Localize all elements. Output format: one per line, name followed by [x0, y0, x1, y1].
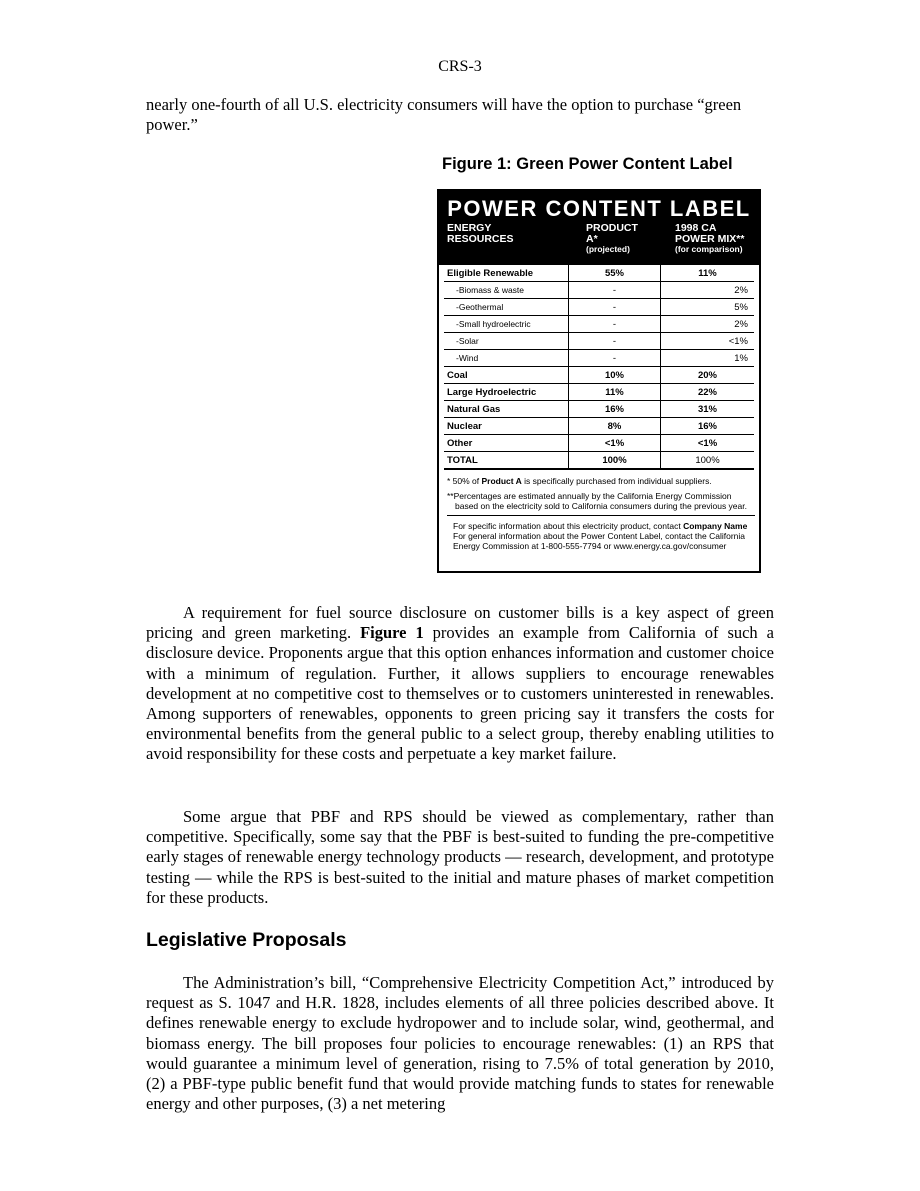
resource-name: Other: [444, 435, 569, 452]
page-header: CRS-3: [438, 58, 482, 75]
resource-name: TOTAL: [444, 452, 569, 470]
section-heading: Legislative Proposals: [146, 929, 347, 951]
product-value: 55%: [569, 265, 661, 282]
resource-name: Coal: [444, 367, 569, 384]
table-row: [444, 350, 754, 367]
mix-value: 20%: [661, 367, 755, 384]
label-table: [444, 265, 754, 470]
figure-reference: Figure 1: [360, 623, 424, 643]
mix-value: 11%: [661, 265, 755, 282]
product-value: -: [569, 282, 661, 299]
column-header-line: A*: [586, 232, 598, 245]
table-row: [444, 435, 754, 452]
mix-value: <1%: [661, 435, 755, 452]
mix-value: 31%: [661, 401, 755, 418]
paragraph-administration-bill: The Administration’s bill, “Comprehensive Electricity Competition Act,” introduced by request as S. 1047 and H.R. 1828, includes elements of all three policies described above. It defines renewable energy to exclude hydropower and to include solar, wind, geothermal, and biomass energy. The bill proposes four policies to encourage renewables: (1) an RPS that would guarantee a minimum level of generation, rising to 7.5% of total generation by 2010, (2) a PBF-type public benefit fund that would provide matching funds to states for renewable energy and other purposes, (3) a net metering: [146, 973, 774, 1114]
paragraph-pbf-rps: Some argue that PBF and RPS should be viewed as complementary, rather than competitive. Specifically, some say that the PBF is best-suited to funding the pre-competitive early stages of renewable energy technology products — research, development, and prototype testing — while the RPS is best-suited to the initial and mature phases of market competition for these products.: [146, 807, 774, 907]
mix-value: 5%: [661, 299, 755, 316]
table-row: [444, 384, 754, 401]
footnote-text: is specifically purchased from individual suppliers.: [521, 476, 712, 486]
resource-name: Eligible Renewable: [444, 265, 569, 282]
mix-value: 1%: [661, 350, 755, 367]
column-header-note: (projected): [586, 244, 630, 254]
label-header: [439, 191, 759, 265]
footnote-percentages: **Percentages are estimated annually by the California Energy Commission based on the electricity sold to California consumers during the previous year.: [447, 491, 755, 516]
footnote-text: For specific information about this electricity product, contact: [453, 521, 684, 531]
paragraph-text: provides an example from California of such a disclosure device. Proponents argue that this option enhances information and customer choice with a minimum of regulation. Further, it allows suppliers to encourage renewables development at no competitive cost to themselves or to customers uninterested in renewables. Among supporters of renewables, opponents to green pricing say it transfers the costs for environmental benefits from the general public to a select group, thereby enabling utilities to avoid responsibility for these costs and perpetuate a key market failure.: [146, 623, 774, 764]
resource-name: Nuclear: [444, 418, 569, 435]
column-header-line: PRODUCT: [586, 222, 638, 234]
column-header-line: ENERGY: [447, 222, 492, 234]
column-header-power-mix: [675, 223, 744, 255]
table-row: [444, 367, 754, 384]
column-header-product: [586, 223, 638, 255]
paragraph-text: A requirement for fuel source disclosure on customer bills is a key aspect of green pricing and green marketing.: [146, 603, 774, 643]
resource-name: -Solar: [444, 333, 569, 350]
footnote-text: For general information about the Power Content Label, contact the California Energy Commission at 1-800-555-7794 or www.energy.ca.gov/consumer: [453, 531, 746, 551]
mix-value: 2%: [661, 316, 755, 333]
figure-caption: Figure 1: Green Power Content Label: [442, 155, 733, 173]
footnote-product: [447, 476, 755, 486]
column-header-line: POWER MIX**: [675, 232, 745, 245]
table-row: [444, 401, 754, 418]
table-row: [444, 333, 754, 350]
table-row: [444, 265, 754, 282]
resource-name: -Biomass & waste: [444, 282, 569, 299]
power-content-label: [437, 189, 761, 573]
resource-name: -Wind: [444, 350, 569, 367]
product-value: -: [569, 316, 661, 333]
product-value: <1%: [569, 435, 661, 452]
product-value: 100%: [569, 452, 661, 470]
column-header-line: RESOURCES: [447, 232, 514, 245]
footnote-bold: Product A: [481, 476, 522, 486]
label-title: POWER CONTENT LABEL: [447, 196, 751, 221]
footnote-bold: Company Name: [683, 521, 748, 531]
resource-name: -Geothermal: [444, 299, 569, 316]
product-value: 10%: [569, 367, 661, 384]
intro-paragraph: nearly one-fourth of all U.S. electricity consumers will have the option to purchase “green power.”: [146, 95, 742, 135]
mix-value: 22%: [661, 384, 755, 401]
product-value: 11%: [569, 384, 661, 401]
resource-name: Natural Gas: [444, 401, 569, 418]
product-value: -: [569, 299, 661, 316]
footnote-contact: [447, 521, 755, 551]
column-header-resources: [447, 223, 514, 244]
table-row: [444, 418, 754, 435]
product-value: 16%: [569, 401, 661, 418]
mix-value: 16%: [661, 418, 755, 435]
column-header-line: 1998 CA: [675, 222, 717, 234]
table-row: [444, 316, 754, 333]
mix-value: <1%: [661, 333, 755, 350]
resource-name: Large Hydroelectric: [444, 384, 569, 401]
table-row: [444, 452, 754, 470]
paragraph-disclosure: [146, 603, 774, 765]
mix-value: 2%: [661, 282, 755, 299]
product-value: -: [569, 333, 661, 350]
column-header-note: (for comparison): [675, 244, 743, 254]
table-row: [444, 282, 754, 299]
product-value: 8%: [569, 418, 661, 435]
label-footnotes: [447, 476, 755, 551]
table-row: [444, 299, 754, 316]
mix-value: 100%: [661, 452, 755, 470]
resource-name: -Small hydroelectric: [444, 316, 569, 333]
product-value: -: [569, 350, 661, 367]
footnote-text: * 50% of: [447, 476, 482, 486]
